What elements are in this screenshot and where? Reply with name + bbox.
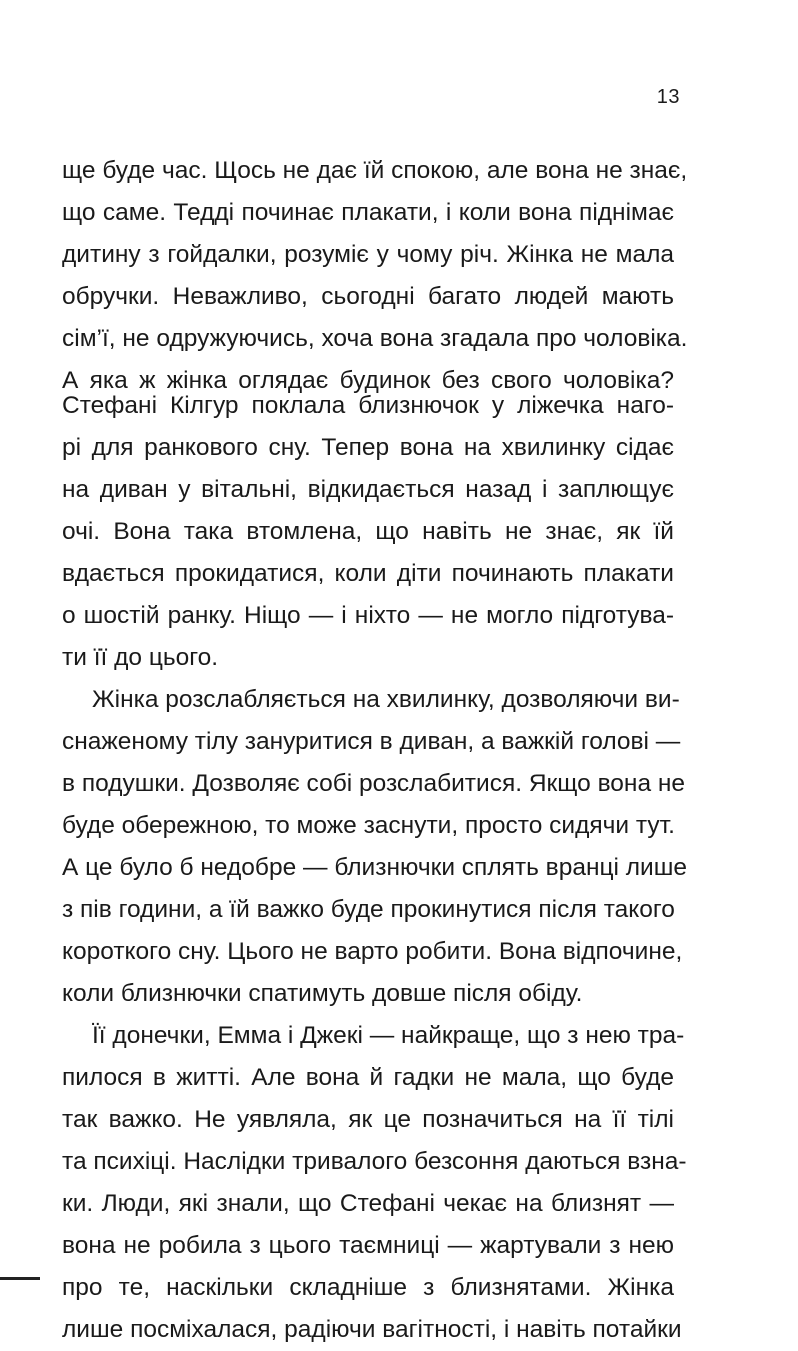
text-line: лише посміхалася, радіючи вагітності, і навіть потайки (62, 1316, 682, 1343)
paragraph-3 (62, 679, 688, 1015)
text-line: коли близнючки спатимуть довше після обіду. (62, 980, 583, 1007)
text-line: короткого сну. Цього не варто робити. Вона відпочине, (62, 938, 683, 965)
text-line: ки. Люди, які знали, що Стефані чекає на близнят — (62, 1190, 674, 1217)
paragraph-4 (62, 1015, 687, 1351)
text-line: вдається прокидатися, коли діти починають плакати (62, 560, 674, 587)
text-line: ти її до цього. (62, 644, 219, 671)
paragraph-2 (62, 385, 674, 679)
text-line: вона не робила з цього таємниці — жартували з нею (62, 1232, 674, 1259)
text-line: на диван у вітальні, відкидається назад і заплющує (62, 476, 674, 503)
paragraph-1 (62, 150, 688, 402)
text-line: о шостій ранку. Ніщо — і ніхто — не могло підготува- (62, 602, 674, 629)
text-line: дитину з гойдалки, розуміє у чому річ. Жінка не мала (62, 241, 674, 268)
text-line: Жінка розслабляється на хвилинку, дозволяючи ви- (92, 686, 680, 713)
text-line: А яка ж жінка оглядає будинок без свого чоловіка? (62, 367, 674, 394)
page-number: 13 (656, 86, 680, 108)
text-line: про те, наскільки складніше з близнятами. Жінка (62, 1274, 674, 1301)
text-line: що саме. Тедді починає плакати, і коли вона піднімає (62, 199, 674, 226)
text-line: в подушки. Дозволяє собі розслабитися. Якщо вона не (62, 770, 686, 797)
text-line: та психіці. Наслідки тривалого безсоння даються взна- (62, 1148, 687, 1175)
text-line: пилося в житті. Але вона й гадки не мала, що буде (62, 1064, 674, 1091)
text-line: сім’ї, не одружуючись, хоча вона згадала про чоловіка. (62, 325, 688, 352)
text-line: Її донечки, Емма і Джекі — найкраще, що з нею тра- (92, 1022, 685, 1049)
text-line: снаженому тілу зануритися в диван, а важкій голові — (62, 728, 681, 755)
text-line: обручки. Неважливо, сьогодні багато людей мають (62, 283, 674, 310)
text-line: А це було б недобре — близнючки сплять вранці лише (62, 854, 688, 881)
text-line: так важко. Не уявляла, як це позначиться на її тілі (62, 1106, 674, 1133)
section-body (62, 385, 688, 1351)
text-line: з пів години, а їй важко буде прокинутися після такого (62, 896, 675, 923)
text-line: буде обережною, то може заснути, просто сидячи тут. (62, 812, 675, 839)
text-line: очі. Вона така втомлена, що навіть не знає, як їй (62, 518, 674, 545)
text-line: ще буде час. Щось не дає їй спокою, але вона не знає, (62, 157, 688, 184)
text-line: рі для ранкового сну. Тепер вона на хвилинку сідає (62, 434, 674, 461)
text-line: Стефані Кілгур поклала близнючок у ліжечка наго- (62, 392, 674, 419)
